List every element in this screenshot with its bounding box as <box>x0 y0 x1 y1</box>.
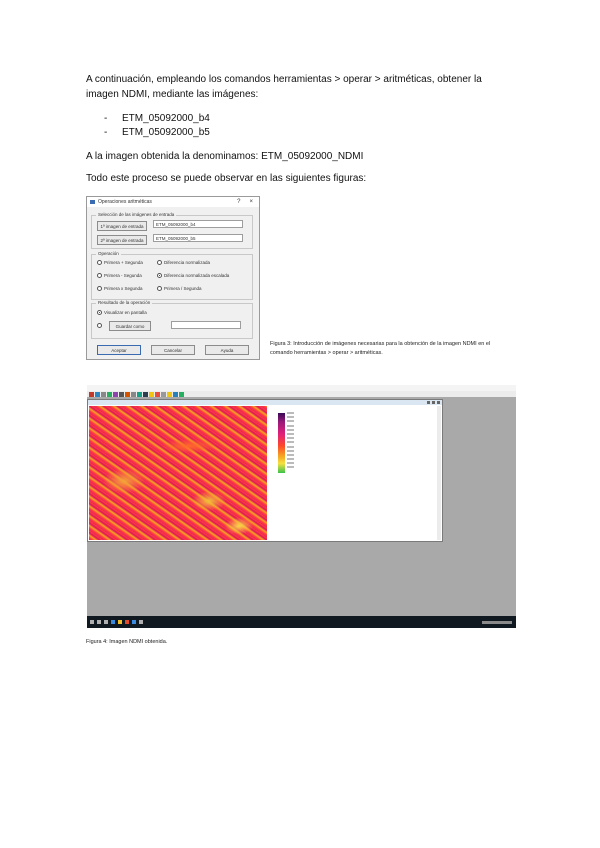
explorer-icon[interactable] <box>118 620 122 624</box>
toolbar-icon[interactable] <box>107 392 112 397</box>
toolbar-icon[interactable] <box>173 392 178 397</box>
second-image-field[interactable]: ETM_05092000_b5 <box>153 234 243 242</box>
op-normdiff-scaled-radio[interactable]: Diferencia normalizada escalada <box>157 273 229 278</box>
arithmetic-dialog <box>86 196 260 360</box>
toolbar-icon[interactable] <box>143 392 148 397</box>
bullet-text: ETM_05092000_b5 <box>122 127 210 138</box>
taskview-icon[interactable] <box>104 620 108 624</box>
output-group-label: Resultado de la operación <box>98 300 151 305</box>
app-icon <box>90 200 95 204</box>
bullet-text: ETM_05092000_b4 <box>122 113 210 124</box>
image-window <box>87 399 443 542</box>
color-legend <box>278 413 285 473</box>
dialog-title: Operaciones aritméticas <box>98 199 152 205</box>
toolbar-icon[interactable] <box>137 392 142 397</box>
app-icon[interactable] <box>139 620 143 624</box>
bullet-dash: - <box>104 113 108 124</box>
ndmi-screenshot <box>87 385 516 628</box>
toolbar-icon[interactable] <box>161 392 166 397</box>
op-divide-radio[interactable]: Primera / Segunda <box>157 286 202 291</box>
save-as-button[interactable]: Guardar como <box>109 321 151 331</box>
output-screen-radio[interactable]: Visualizar en pantalla <box>97 310 147 315</box>
operation-group-label: Operación <box>98 251 119 256</box>
toolbar-icon[interactable] <box>101 392 106 397</box>
first-image-button[interactable]: 1ª imagen de entrada <box>97 221 147 231</box>
legend-tick-labels <box>287 412 297 474</box>
windows-taskbar <box>87 616 516 628</box>
intro-paragraph: A continuación, empleando los comandos herramientas > operar > aritméticas, obtener la imagen NDMI, mediante las imágenes: <box>86 74 482 100</box>
dialog-titlebar <box>87 197 259 207</box>
toolbar-icon[interactable] <box>119 392 124 397</box>
input-group-label: Selección de las imágenes de entrada <box>98 212 175 217</box>
word-icon[interactable] <box>132 620 136 624</box>
second-image-button[interactable]: 2ª imagen de entrada <box>97 235 147 245</box>
toolbar-icon[interactable] <box>131 392 136 397</box>
op-add-radio[interactable]: Primera + Segunda <box>97 260 143 265</box>
op-normdiff-radio[interactable]: Diferencia normalizada <box>157 260 210 265</box>
toolbar-icon[interactable] <box>89 392 94 397</box>
image-window-titlebar <box>88 400 442 405</box>
op-subtract-radio[interactable]: Primera - Segunda <box>97 273 142 278</box>
vertical-scrollbar[interactable] <box>437 406 441 540</box>
op-multiply-radio[interactable]: Primera x Segunda <box>97 286 143 291</box>
edge-icon[interactable] <box>111 620 115 624</box>
save-as-field[interactable] <box>171 321 241 329</box>
toolbar-icon[interactable] <box>95 392 100 397</box>
cancel-button[interactable]: Cancelar <box>151 345 195 355</box>
toolbar-icon[interactable] <box>179 392 184 397</box>
search-icon[interactable] <box>97 620 101 624</box>
toolbar-icon[interactable] <box>113 392 118 397</box>
app-icon[interactable] <box>125 620 129 624</box>
toolbar-icon[interactable] <box>149 392 154 397</box>
figure4-caption: Figura 4: Imagen NDMI obtenida. <box>86 639 168 645</box>
help-icon[interactable]: ? <box>237 199 241 205</box>
ndmi-raster[interactable] <box>89 406 267 540</box>
start-icon[interactable] <box>90 620 94 624</box>
process-paragraph: Todo este proceso se puede observar en las siguientes figuras: <box>86 173 367 184</box>
bullet-dash: - <box>104 127 108 138</box>
naming-paragraph: A la imagen obtenida la denominamos: ETM_05092000_NDMI <box>86 151 364 162</box>
toolbar-icon[interactable] <box>155 392 160 397</box>
first-image-field[interactable]: ETM_05092000_b4 <box>153 220 243 228</box>
output-save-radio[interactable] <box>97 323 102 328</box>
system-clock <box>482 621 512 624</box>
accept-button[interactable]: Aceptar <box>97 345 141 355</box>
app-toolbar <box>87 391 516 397</box>
toolbar-icon[interactable] <box>167 392 172 397</box>
figure3-caption: Figura 3: Introducción de imágenes necesarias para la obtención de la imagen NDMI en el comando herramientas > operar > aritméticas. <box>270 341 491 356</box>
help-button[interactable]: Ayuda <box>205 345 249 355</box>
toolbar-icon[interactable] <box>125 392 130 397</box>
close-icon[interactable]: × <box>249 199 253 205</box>
